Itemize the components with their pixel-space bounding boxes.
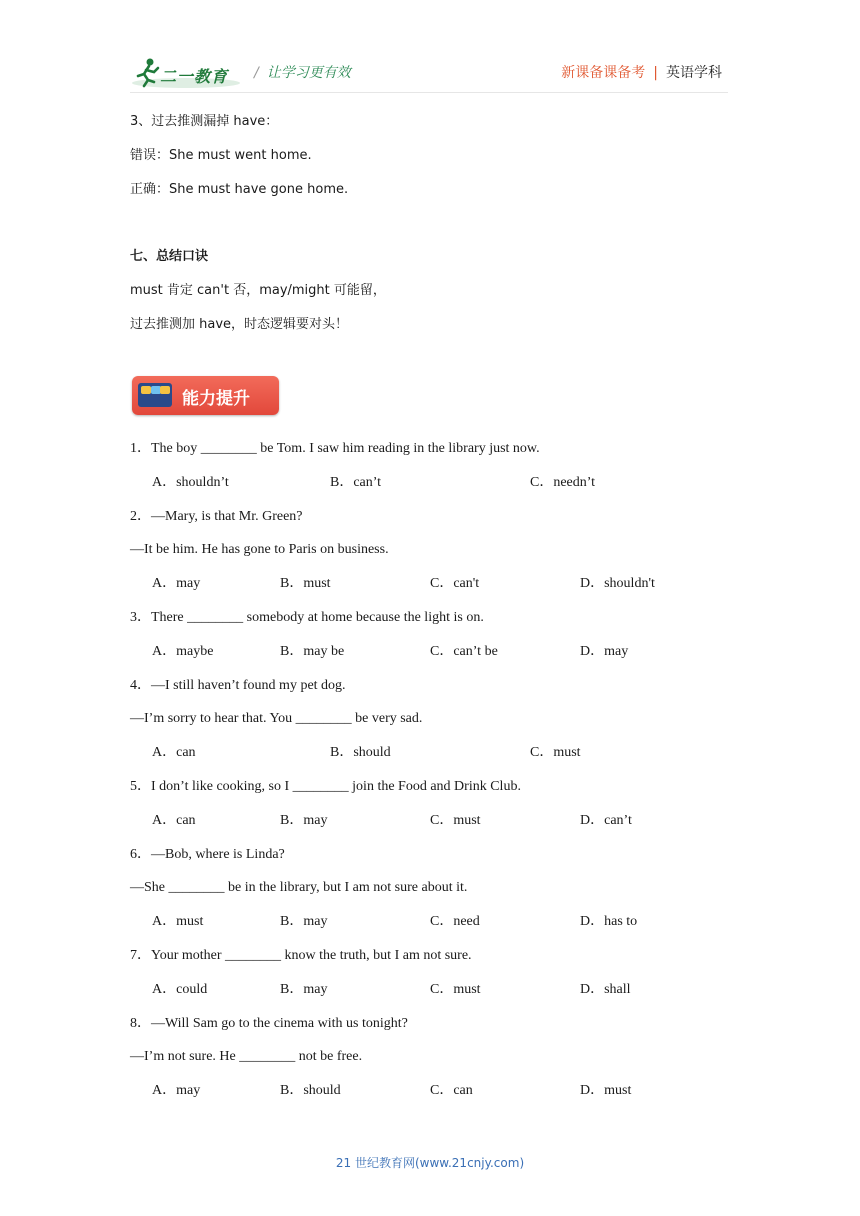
question-5-option-a: A．can [152, 813, 196, 828]
question-7-option-a: A．could [152, 982, 208, 997]
question-4-stem-line-2: —I’m sorry to hear that. You ________ be very sad. [130, 711, 423, 726]
question-7-option-d: D．shall [580, 982, 631, 997]
question-4-option-a: A．can [152, 745, 196, 760]
note-item-3-title: 3、过去推测漏掉 have： [130, 114, 279, 129]
question-8-stem-line-2: —I’m not sure. He ________ not be free. [130, 1049, 363, 1064]
question-8-option-c: C．can [430, 1083, 473, 1098]
question-5-option-b: B．may [280, 813, 328, 828]
question-6-option-a: A．must [152, 914, 204, 929]
summary-line-1: must 肯定 can't 否，may/might 可能留， [130, 283, 386, 298]
question-6-option-b: B．may [280, 914, 328, 929]
question-2-stem-line-1: 2．—Mary, is that Mr. Green? [130, 509, 303, 524]
question-8-option-d: D．must [580, 1083, 632, 1098]
ability-banner [132, 376, 279, 415]
note-wrong-example: 错误：She must went home. [130, 148, 312, 163]
question-4-stem-line-1: 4．—I still haven’t found my pet dog. [130, 678, 346, 693]
question-1-option-c: C．needn’t [530, 475, 596, 490]
question-2-option-d: D．shouldn't [580, 576, 655, 591]
question-4-option-c: C．must [530, 745, 581, 760]
page-footer: 21 世纪教育网(www.21cnjy.com) [335, 1156, 525, 1170]
question-7-option-c: C．must [430, 982, 481, 997]
question-8-option-a: A．may [152, 1083, 201, 1098]
header-right [561, 62, 722, 82]
question-6-stem-line-1: 6．—Bob, where is Linda? [130, 847, 285, 862]
question-3-stem-line-1: 3．There ________ somebody at home because the light is on. [130, 610, 484, 625]
question-1-option-a: A．shouldn’t [152, 475, 229, 490]
question-3-option-c: C．can’t be [430, 644, 498, 659]
question-2-option-c: C．can't [430, 576, 480, 591]
question-8-option-b: B．should [280, 1083, 341, 1098]
question-3-option-d: D．may [580, 644, 629, 659]
question-5-option-c: C．must [430, 813, 481, 828]
question-6-stem-line-2: —She ________ be in the library, but I am not sure about it. [130, 880, 468, 895]
question-5-option-d: D．can’t [580, 813, 632, 828]
logo-text: 二一教育 [160, 69, 229, 86]
header-separator: | [653, 65, 658, 81]
question-1-option-b: B．can’t [330, 475, 382, 490]
question-7-stem-line-1: 7．Your mother ________ know the truth, but I am not sure. [130, 948, 472, 963]
summary-title: 七、总结口诀 [130, 249, 209, 264]
people-board-icon [138, 383, 172, 407]
banner-label: 能力提升 [182, 389, 250, 409]
logo [130, 56, 242, 90]
question-8-stem-line-1: 8．—Will Sam go to the cinema with us tonight? [130, 1016, 408, 1031]
summary-line-2: 过去推测加 have，时态逻辑要对头！ [130, 317, 349, 332]
question-5-stem-line-1: 5．I don’t like cooking, so I ________ join the Food and Drink Club. [130, 779, 521, 794]
note-right-example: 正确：She must have gone home. [130, 182, 349, 197]
question-3-option-b: B．may be [280, 644, 345, 659]
slogan: / 让学习更有效 [254, 65, 351, 81]
question-2-option-b: B．must [280, 576, 331, 591]
header-divider [130, 92, 728, 93]
question-2-stem-line-2: —It be him. He has gone to Paris on business. [130, 542, 389, 557]
question-2-option-a: A．may [152, 576, 201, 591]
question-3-option-a: A．maybe [152, 644, 214, 659]
page-header [130, 54, 730, 94]
question-1-stem-line-1: 1．The boy ________ be Tom. I saw him reading in the library just now. [130, 441, 540, 456]
question-4-option-b: B．should [330, 745, 391, 760]
question-7-option-b: B．may [280, 982, 328, 997]
question-6-option-c: C．need [430, 914, 480, 929]
header-course-label: 新课备课备考 [561, 65, 646, 81]
question-6-option-d: D．has to [580, 914, 638, 929]
header-subject-label: 英语学科 [666, 65, 722, 81]
